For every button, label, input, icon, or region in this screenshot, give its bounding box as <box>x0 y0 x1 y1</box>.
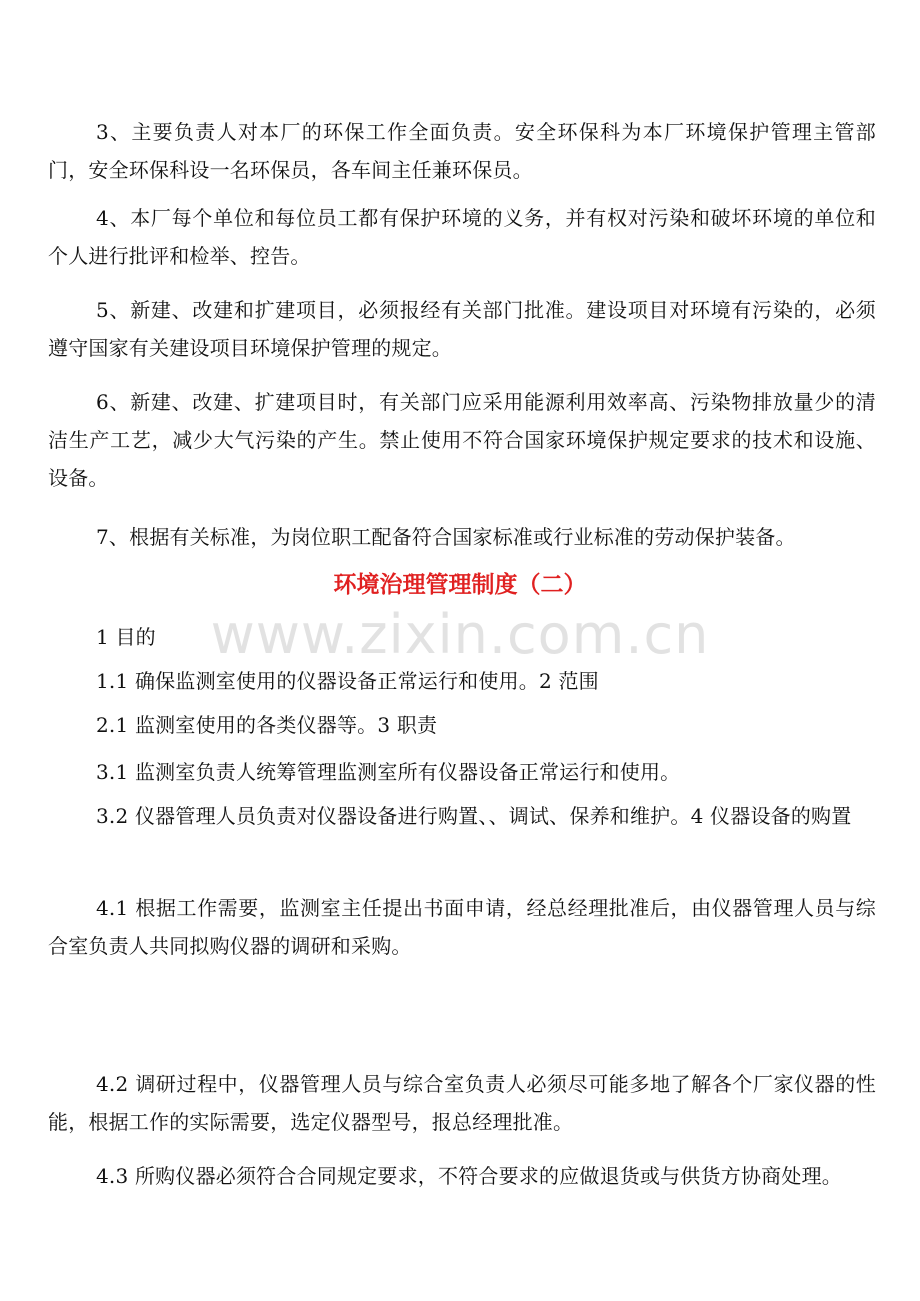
paragraph-item-7: 7、根据有关标准，为岗位职工配备符合国家标准或行业标准的劳动保护装备。 <box>96 525 796 549</box>
paragraph-1-1: 1.1 确保监测室使用的仪器设备正常运行和使用。2 范围 <box>96 669 599 693</box>
paragraph-2-1: 2.1 监测室使用的各类仪器等。3 职责 <box>96 713 438 737</box>
paragraph-4-3: 4.3 所购仪器必须符合合同规定要求，不符合要求的应做退货或与供货方协商处理。 <box>96 1164 842 1188</box>
paragraph-item-3: 3、主要负责人对本厂的环保工作全面负责。安全环保科为本厂环境保护管理主管部门，安全环保科设一名环保员，各车间主任兼环保员。 <box>48 120 876 182</box>
paragraph-item-4: 4、本厂每个单位和每位员工都有保护环境的义务，并有权对污染和破坏环境的单位和个人进行批评和检举、控告。 <box>48 206 876 268</box>
paragraph-item-5: 5、新建、改建和扩建项目，必须报经有关部门批准。建设项目对环境有污染的，必须遵守国家有关建设项目环境保护管理的规定。 <box>48 298 876 360</box>
watermark-text: www.zixin.com.cn <box>210 603 710 666</box>
paragraph-3-2: 3.2 仪器管理人员负责对仪器设备进行购置、、调试、保养和维护。4 仪器设备的购置 <box>96 804 852 828</box>
section-heading: 环境治理管理制度（二） <box>333 571 587 598</box>
paragraph-4-1: 4.1 根据工作需要，监测室主任提出书面申请，经总经理批准后，由仪器管理人员与综合室负责人共同拟购仪器的调研和采购。 <box>48 896 876 958</box>
paragraph-3-1: 3.1 监测室负责人统筹管理监测室所有仪器设备正常运行和使用。 <box>96 760 681 784</box>
paragraph-4-2: 4.2 调研过程中，仪器管理人员与综合室负责人必须尽可能多地了解各个厂家仪器的性能，根据工作的实际需要，选定仪器型号，报总经理批准。 <box>48 1072 876 1134</box>
paragraph-purpose: 1 目的 <box>96 625 156 649</box>
paragraph-item-6: 6、新建、改建、扩建项目时，有关部门应采用能源利用效率高、污染物排放量少的清洁生产工艺，减少大气污染的产生。禁止使用不符合国家环境保护规定要求的技术和设施、设备。 <box>48 390 876 490</box>
